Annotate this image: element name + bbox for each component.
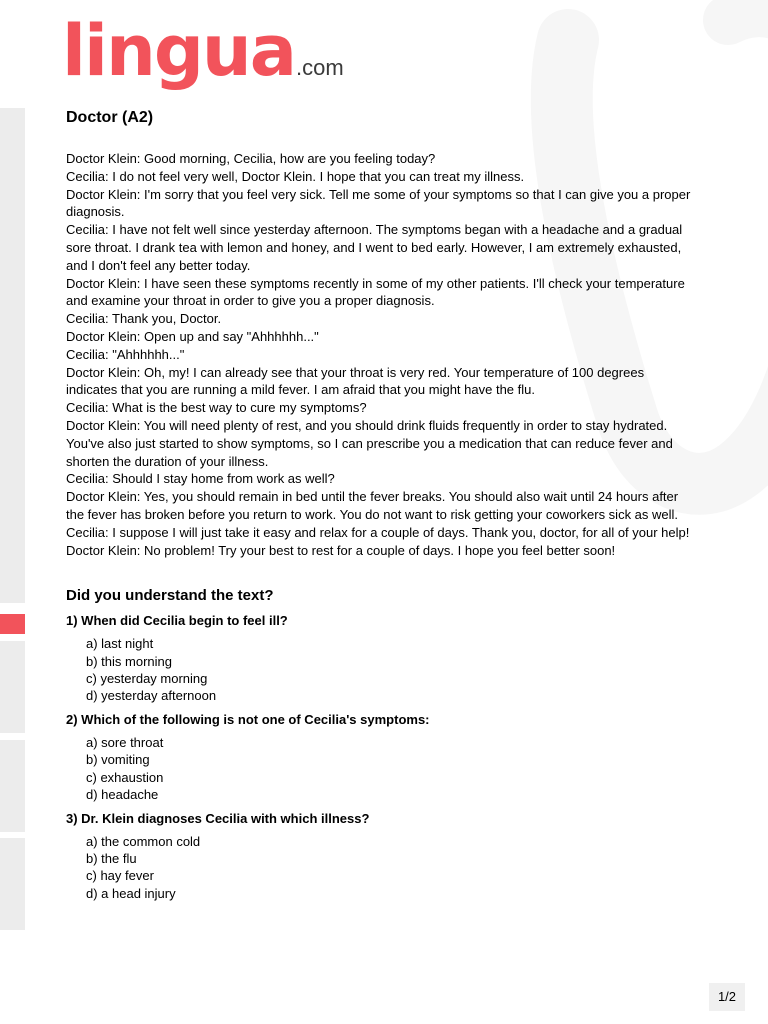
question-text: 1) When did Cecilia begin to feel ill? [66, 613, 288, 629]
question-text: 3) Dr. Klein diagnoses Cecilia with which illness? [66, 810, 370, 826]
lesson-content [66, 108, 694, 902]
answer-options [66, 833, 694, 902]
side-decoration-strip [0, 740, 25, 832]
page-number: 1/2 [709, 983, 745, 1011]
quiz-question [66, 612, 694, 704]
answer-option: a) sore throat [86, 735, 164, 751]
dialogue-text [66, 150, 694, 559]
answer-option: c) hay fever [86, 868, 154, 884]
logo-domain: .com [296, 55, 344, 80]
answer-option: d) a head injury [86, 885, 176, 901]
answer-option: c) yesterday morning [86, 670, 208, 686]
comprehension-quiz [66, 586, 694, 901]
dialogue-line: Cecilia: I have not felt well since yesterday afternoon. The symptoms began with a headache and a gradual sore throat. I drank tea with lemon and honey, and I went to bed early. However, I am extremely exhausted, and I don't feel any better today. [66, 222, 683, 273]
dialogue-line: Doctor Klein: You will need plenty of rest, and you should drink fluids frequently in order to stay hydrated. You've also just started to show symptoms, so I can prescribe you a medication that can reduce fever and shorten the duration of your illness. [66, 417, 673, 469]
answer-option: d) headache [86, 786, 159, 802]
dialogue-line: Cecilia: What is the best way to cure my symptoms? [66, 400, 367, 416]
answer-option: c) exhaustion [86, 769, 164, 785]
answer-options [66, 734, 694, 803]
dialogue-line: Doctor Klein: Open up and say "Ahhhhhh..." [66, 328, 319, 344]
answer-option: d) yesterday afternoon [86, 687, 217, 703]
quiz-question [66, 810, 694, 902]
side-decoration-strip [0, 108, 25, 603]
dialogue-line: Doctor Klein: Good morning, Cecilia, how are you feeling today? [66, 151, 436, 166]
dialogue-line: Doctor Klein: No problem! Try your best to rest for a couple of days. I hope you feel better soon! [66, 542, 616, 558]
answer-options [66, 635, 694, 704]
dialogue-line: Cecilia: "Ahhhhhh..." [66, 346, 185, 362]
dialogue-line: Doctor Klein: I'm sorry that you feel very sick. Tell me some of your symptoms so that I can give you a proper diagnosis. [66, 186, 691, 220]
answer-option: a) the common cold [86, 833, 201, 849]
side-accent-marker [0, 614, 25, 634]
quiz-question [66, 711, 694, 803]
quiz-heading: Did you understand the text? [66, 587, 274, 605]
answer-option: b) this morning [86, 653, 172, 669]
logo-wordmark: lingua [62, 10, 295, 92]
dialogue-line: Cecilia: I do not feel very well, Doctor Klein. I hope that you can treat my illness. [66, 168, 525, 184]
dialogue-line: Doctor Klein: Oh, my! I can already see that your throat is very red. Your temperature of 100 degrees indicates that you are running a mild fever. I am afraid that you might have the flu. [66, 364, 645, 398]
answer-option: b) the flu [86, 851, 137, 867]
dialogue-line: Cecilia: I suppose I will just take it easy and relax for a couple of days. Thank you, doctor, for all of your help! [66, 524, 690, 540]
lingua-logo [62, 8, 344, 94]
answer-option: b) vomiting [86, 752, 150, 768]
dialogue-line: Doctor Klein: I have seen these symptoms recently in some of my other patients. I'll check your temperature and examine your throat in order to give you a proper diagnosis. [66, 275, 685, 309]
dialogue-line: Cecilia: Thank you, Doctor. [66, 311, 222, 327]
dialogue-line: Doctor Klein: Yes, you should remain in bed until the fever breaks. You should also wait until 24 hours after the fever has broken before you return to work. You do not want to risk getting your coworkers sick as well. [66, 489, 679, 522]
dialogue-line: Cecilia: Should I stay home from work as well? [66, 471, 335, 487]
side-decoration-strip [0, 838, 25, 930]
question-text: 2) Which of the following is not one of Cecilia's symptoms: [66, 712, 430, 728]
page-title: Doctor (A2) [66, 109, 154, 126]
answer-option: a) last night [86, 636, 154, 652]
side-decoration-strip [0, 641, 25, 733]
